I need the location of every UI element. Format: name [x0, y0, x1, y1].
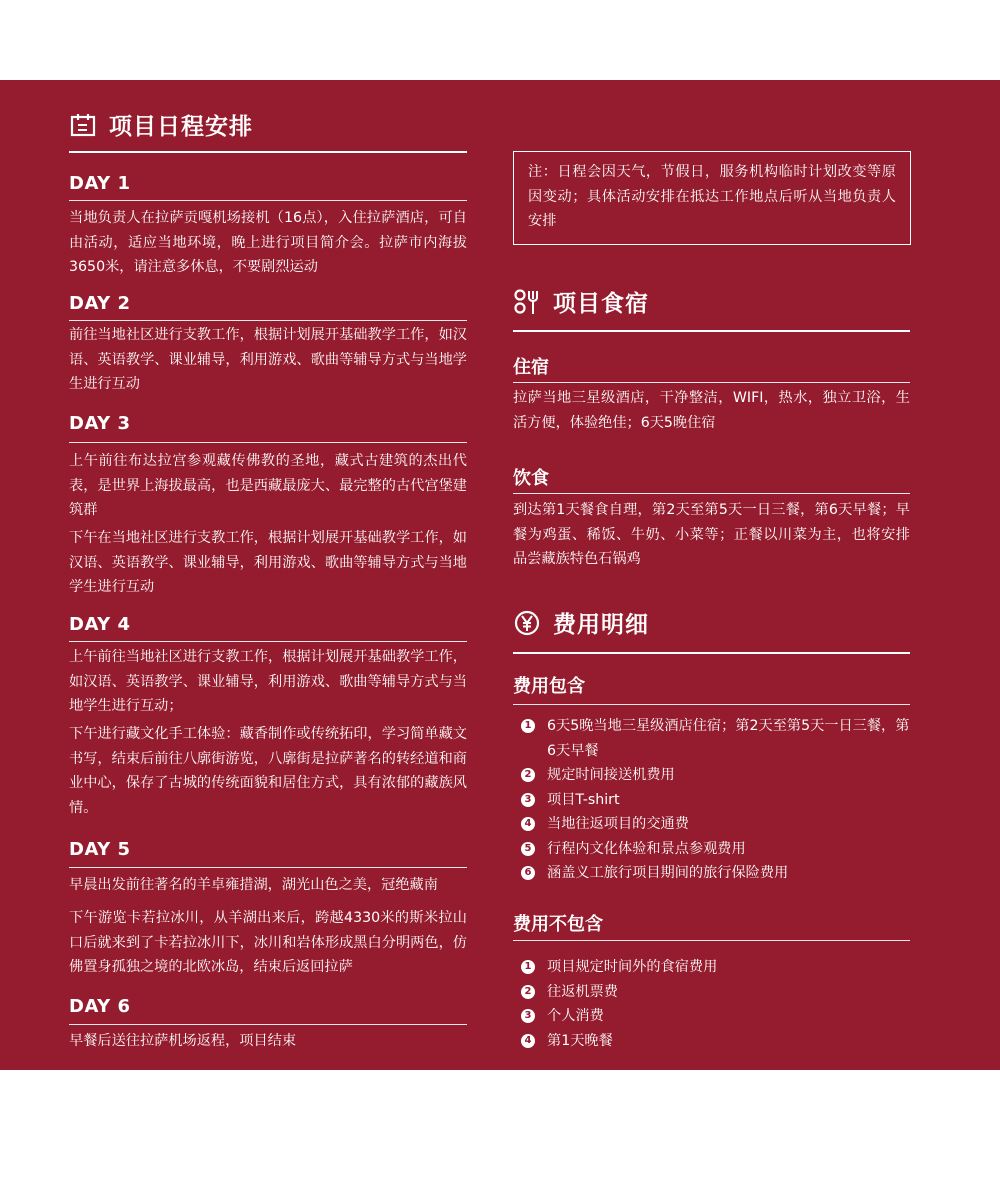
- number-badge: 1: [521, 960, 535, 974]
- list-item-text: 项目T-shirt: [547, 791, 620, 808]
- list-item-text: 6天5晚当地三星级酒店住宿；第2天至第5天一日三餐，第6天早餐: [547, 718, 910, 759]
- list-item-text: 第1天晚餐: [547, 1032, 613, 1049]
- stay-text: 拉萨当地三星级酒店，干净整洁，WIFI，热水，独立卫浴，生活方便，体验绝佳；6天5晚住宿: [513, 390, 910, 431]
- list-item: [513, 714, 910, 763]
- list-item: [513, 1029, 910, 1054]
- list-item-text: 往返机票费: [547, 983, 618, 1000]
- day-1-text: 当地负责人在拉萨贡嘎机场接机（16点），入住拉萨酒店，可自由活动，适应当地环境，晚上进行项目简介会。拉萨市内海拔3650米，请注意多休息，不要剧烈运动: [69, 210, 467, 275]
- number-badge: 6: [521, 866, 535, 880]
- divider: [69, 442, 467, 443]
- day-4-text-morning: 上午前往当地社区进行支教工作，根据计划展开基础教学工作，如汉语、英语教学、课业辅导，利用游戏、歌曲等辅导方式与当地学生进行互动；: [69, 649, 467, 714]
- list-item: [513, 763, 910, 788]
- day-5-text-morning: 早晨出发前往著名的羊卓雍措湖，湖光山色之美，冠绝藏南: [69, 877, 438, 893]
- list-item: [513, 812, 910, 837]
- schedule-note: 注：日程会因天气，节假日，服务机构临时计划改变等原因变动；具体活动安排在抵达工作地点后听从当地负责人安排: [513, 151, 911, 245]
- list-item-text: 行程内文化体验和景点参观费用: [547, 840, 746, 857]
- day-4-text-afternoon: 下午进行藏文化手工体验：藏香制作或传统拓印，学习简单藏文书写，结束后前往八廓街游览，八廓街是拉萨著名的转经道和商业中心，保存了古城的传统面貌和居住方式，具有浓郁的藏族风情。: [69, 726, 467, 816]
- list-item: [513, 1004, 910, 1029]
- exclude-list: [513, 955, 910, 1053]
- divider: [513, 493, 910, 494]
- list-item-text: 涵盖义工旅行项目期间的旅行保险费用: [547, 865, 789, 881]
- number-badge: 3: [521, 793, 535, 807]
- calendar-icon: [69, 111, 97, 139]
- day-6-heading: DAY 6: [69, 996, 131, 1017]
- cost-heading: [513, 606, 649, 639]
- list-item-text: 当地往返项目的交通费: [547, 816, 689, 832]
- list-item-text: 个人消费: [547, 1008, 604, 1024]
- day-5-text-afternoon: 下午游览卡若拉冰川，从羊湖出来后，跨越4330米的斯米拉山口后就来到了卡若拉冰川下，冰川和岩体形成黑白分明两色，仿佛置身孤独之境的北欧冰岛，结束后返回拉萨: [69, 910, 467, 975]
- schedule-title: 项目日程安排: [109, 114, 253, 140]
- list-item: [513, 955, 910, 980]
- day-3-text-morning: 上午前往布达拉宫参观藏传佛教的圣地，藏式古建筑的杰出代表，是世界上海拔最高，也是西藏最庞大、最完整的古代宫堡建筑群: [69, 453, 467, 518]
- cost-rule: [513, 652, 910, 654]
- divider: [69, 200, 467, 201]
- number-badge: 4: [521, 817, 535, 831]
- divider: [513, 940, 910, 941]
- exclude-heading: 费用不包含: [513, 914, 603, 935]
- diet-text: 到达第1天餐食自理，第2天至第5天一日三餐，第6天早餐；早餐为鸡蛋、稀饭、牛奶、小菜等；正餐以川菜为主，也将安排品尝藏族特色石锅鸡: [513, 502, 910, 567]
- food-heading: [513, 285, 649, 318]
- divider: [69, 867, 467, 868]
- number-badge: 3: [521, 1009, 535, 1023]
- yen-icon: [513, 609, 541, 637]
- include-list: [513, 714, 910, 886]
- list-item: [513, 788, 910, 813]
- divider: [69, 1024, 467, 1025]
- content-panel: [0, 80, 1000, 1070]
- divider: [69, 320, 467, 321]
- schedule-rule: [69, 151, 467, 153]
- utensils-icon: [513, 288, 541, 316]
- divider: [513, 382, 910, 383]
- day-6-text: 早餐后送往拉萨机场返程，项目结束: [69, 1033, 297, 1049]
- stay-heading: 住宿: [513, 357, 549, 378]
- list-item: [513, 861, 910, 886]
- cost-title: 费用明细: [553, 612, 649, 638]
- divider: [69, 641, 467, 642]
- number-badge: 2: [521, 985, 535, 999]
- food-title: 项目食宿: [553, 291, 649, 317]
- list-item-text: 规定时间接送机费用: [547, 767, 675, 783]
- food-rule: [513, 330, 910, 332]
- day-5-heading: DAY 5: [69, 839, 131, 860]
- day-2-text: 前往当地社区进行支教工作，根据计划展开基础教学工作，如汉语、英语教学、课业辅导，利用游戏、歌曲等辅导方式与当地学生进行互动: [69, 327, 467, 392]
- day-2-heading: DAY 2: [69, 293, 131, 314]
- day-3-heading: DAY 3: [69, 413, 131, 434]
- day-3-text-afternoon: 下午在当地社区进行支教工作，根据计划展开基础教学工作，如汉语、英语教学、课业辅导，利用游戏、歌曲等辅导方式与当地学生进行互动: [69, 530, 467, 595]
- number-badge: 2: [521, 768, 535, 782]
- divider: [513, 704, 910, 705]
- number-badge: 4: [521, 1034, 535, 1048]
- diet-heading: 饮食: [513, 468, 549, 489]
- number-badge: 1: [521, 719, 535, 733]
- include-heading: 费用包含: [513, 676, 585, 697]
- number-badge: 5: [521, 842, 535, 856]
- list-item-text: 项目规定时间外的食宿费用: [547, 959, 718, 975]
- schedule-heading: [69, 108, 253, 141]
- day-1-heading: DAY 1: [69, 173, 131, 194]
- list-item: [513, 980, 910, 1005]
- list-item: [513, 837, 910, 862]
- day-4-heading: DAY 4: [69, 614, 131, 635]
